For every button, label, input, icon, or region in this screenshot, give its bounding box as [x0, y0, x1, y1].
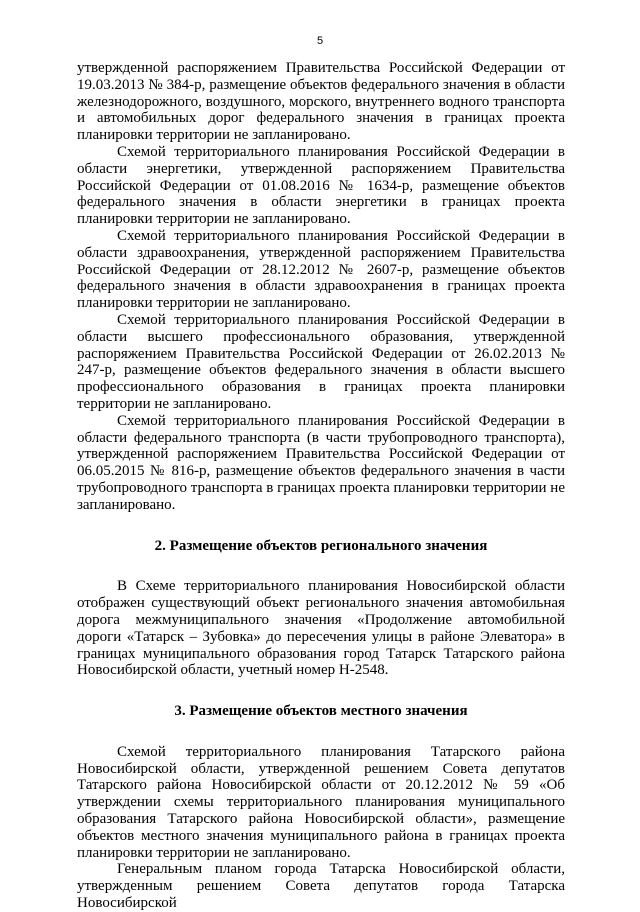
paragraph-intro-continuation: утвержденной распоряжением Правительства Российской Федерации от 19.03.2013 № 384-р, размещение объектов федерального значения в области железнодорожного, воздушного, морского, внутреннего водного транспорта и автомобильных дорог федерального значения в границах проекта планировки территории не запланировано.: [77, 60, 565, 144]
section-2-paragraph: В Схеме территориального планирования Новосибирской области отображен существующий объект регионального значения автомобильная дорога межмуниципального значения «Продолжение автомобильной дороги «Татарск – Зубовка» до пересечения улицы в районе Элеватора» в границах муниципального образования город Татарск Татарского района Новосибирской области, учетный номер Н-2548.: [77, 578, 565, 679]
section-2-title: 2. Размещение объектов регионального значения: [154, 537, 488, 554]
section-3-paragraph-master-plan: Генеральным планом города Татарска Новосибирской области, утвержденным решением Совета депутатов города Татарска Новосибирской: [77, 861, 565, 912]
page-number: 5: [316, 35, 324, 47]
paragraph-higher-education: Схемой территориального планирования Российской Федерации в области высшего профессионального образования, утвержденной распоряжением Правительства Российской Федерации от 26.02.2013 № 247-р, размещение объектов федерального значения в области высшего профессионального образования в границах проекта планировки территории не запланировано.: [77, 311, 565, 412]
section-3-title: 3. Размещение объектов местного значения: [174, 703, 468, 720]
paragraph-healthcare: Схемой территориального планирования Российской Федерации в области здравоохранения, утвержденной распоряжением Правительства Российской Федерации от 28.12.2012 № 2607-р, размещение объектов федерального значения в области здравоохранения в границах проекта планировки территории не запланировано.: [77, 227, 565, 312]
section-3-paragraph-district: Схемой территориального планирования Татарского района Новосибирской области, утвержденной решением Совета депутатов Татарского района Новосибирской области от 20.12.2012 № 59 «Об утверждении схемы территориального планирования муниципального образования Татарского района Новосибирской области», размещение объектов местного значения муниципального района в границах проекта планировки территории не запланировано.: [77, 743, 565, 861]
paragraph-pipeline-transport: Схемой территориального планирования Российской Федерации в области федерального транспорта (в части трубопроводного транспорта), утвержденной распоряжением Правительства Российской Федерации от 06.05.2015 № 816-р, размещение объектов федерального значения в части трубопроводного транспорта в границах проекта планировки территории не запланировано.: [77, 412, 565, 513]
paragraph-energy: Схемой территориального планирования Российской Федерации в области энергетики, утвержденной распоряжением Правительства Российской Федерации от 01.08.2016 № 1634-р, размещение объектов федерального значения в области энергетики в границах проекта планировки территории не запланировано.: [77, 143, 565, 228]
document-body: [77, 60, 565, 912]
